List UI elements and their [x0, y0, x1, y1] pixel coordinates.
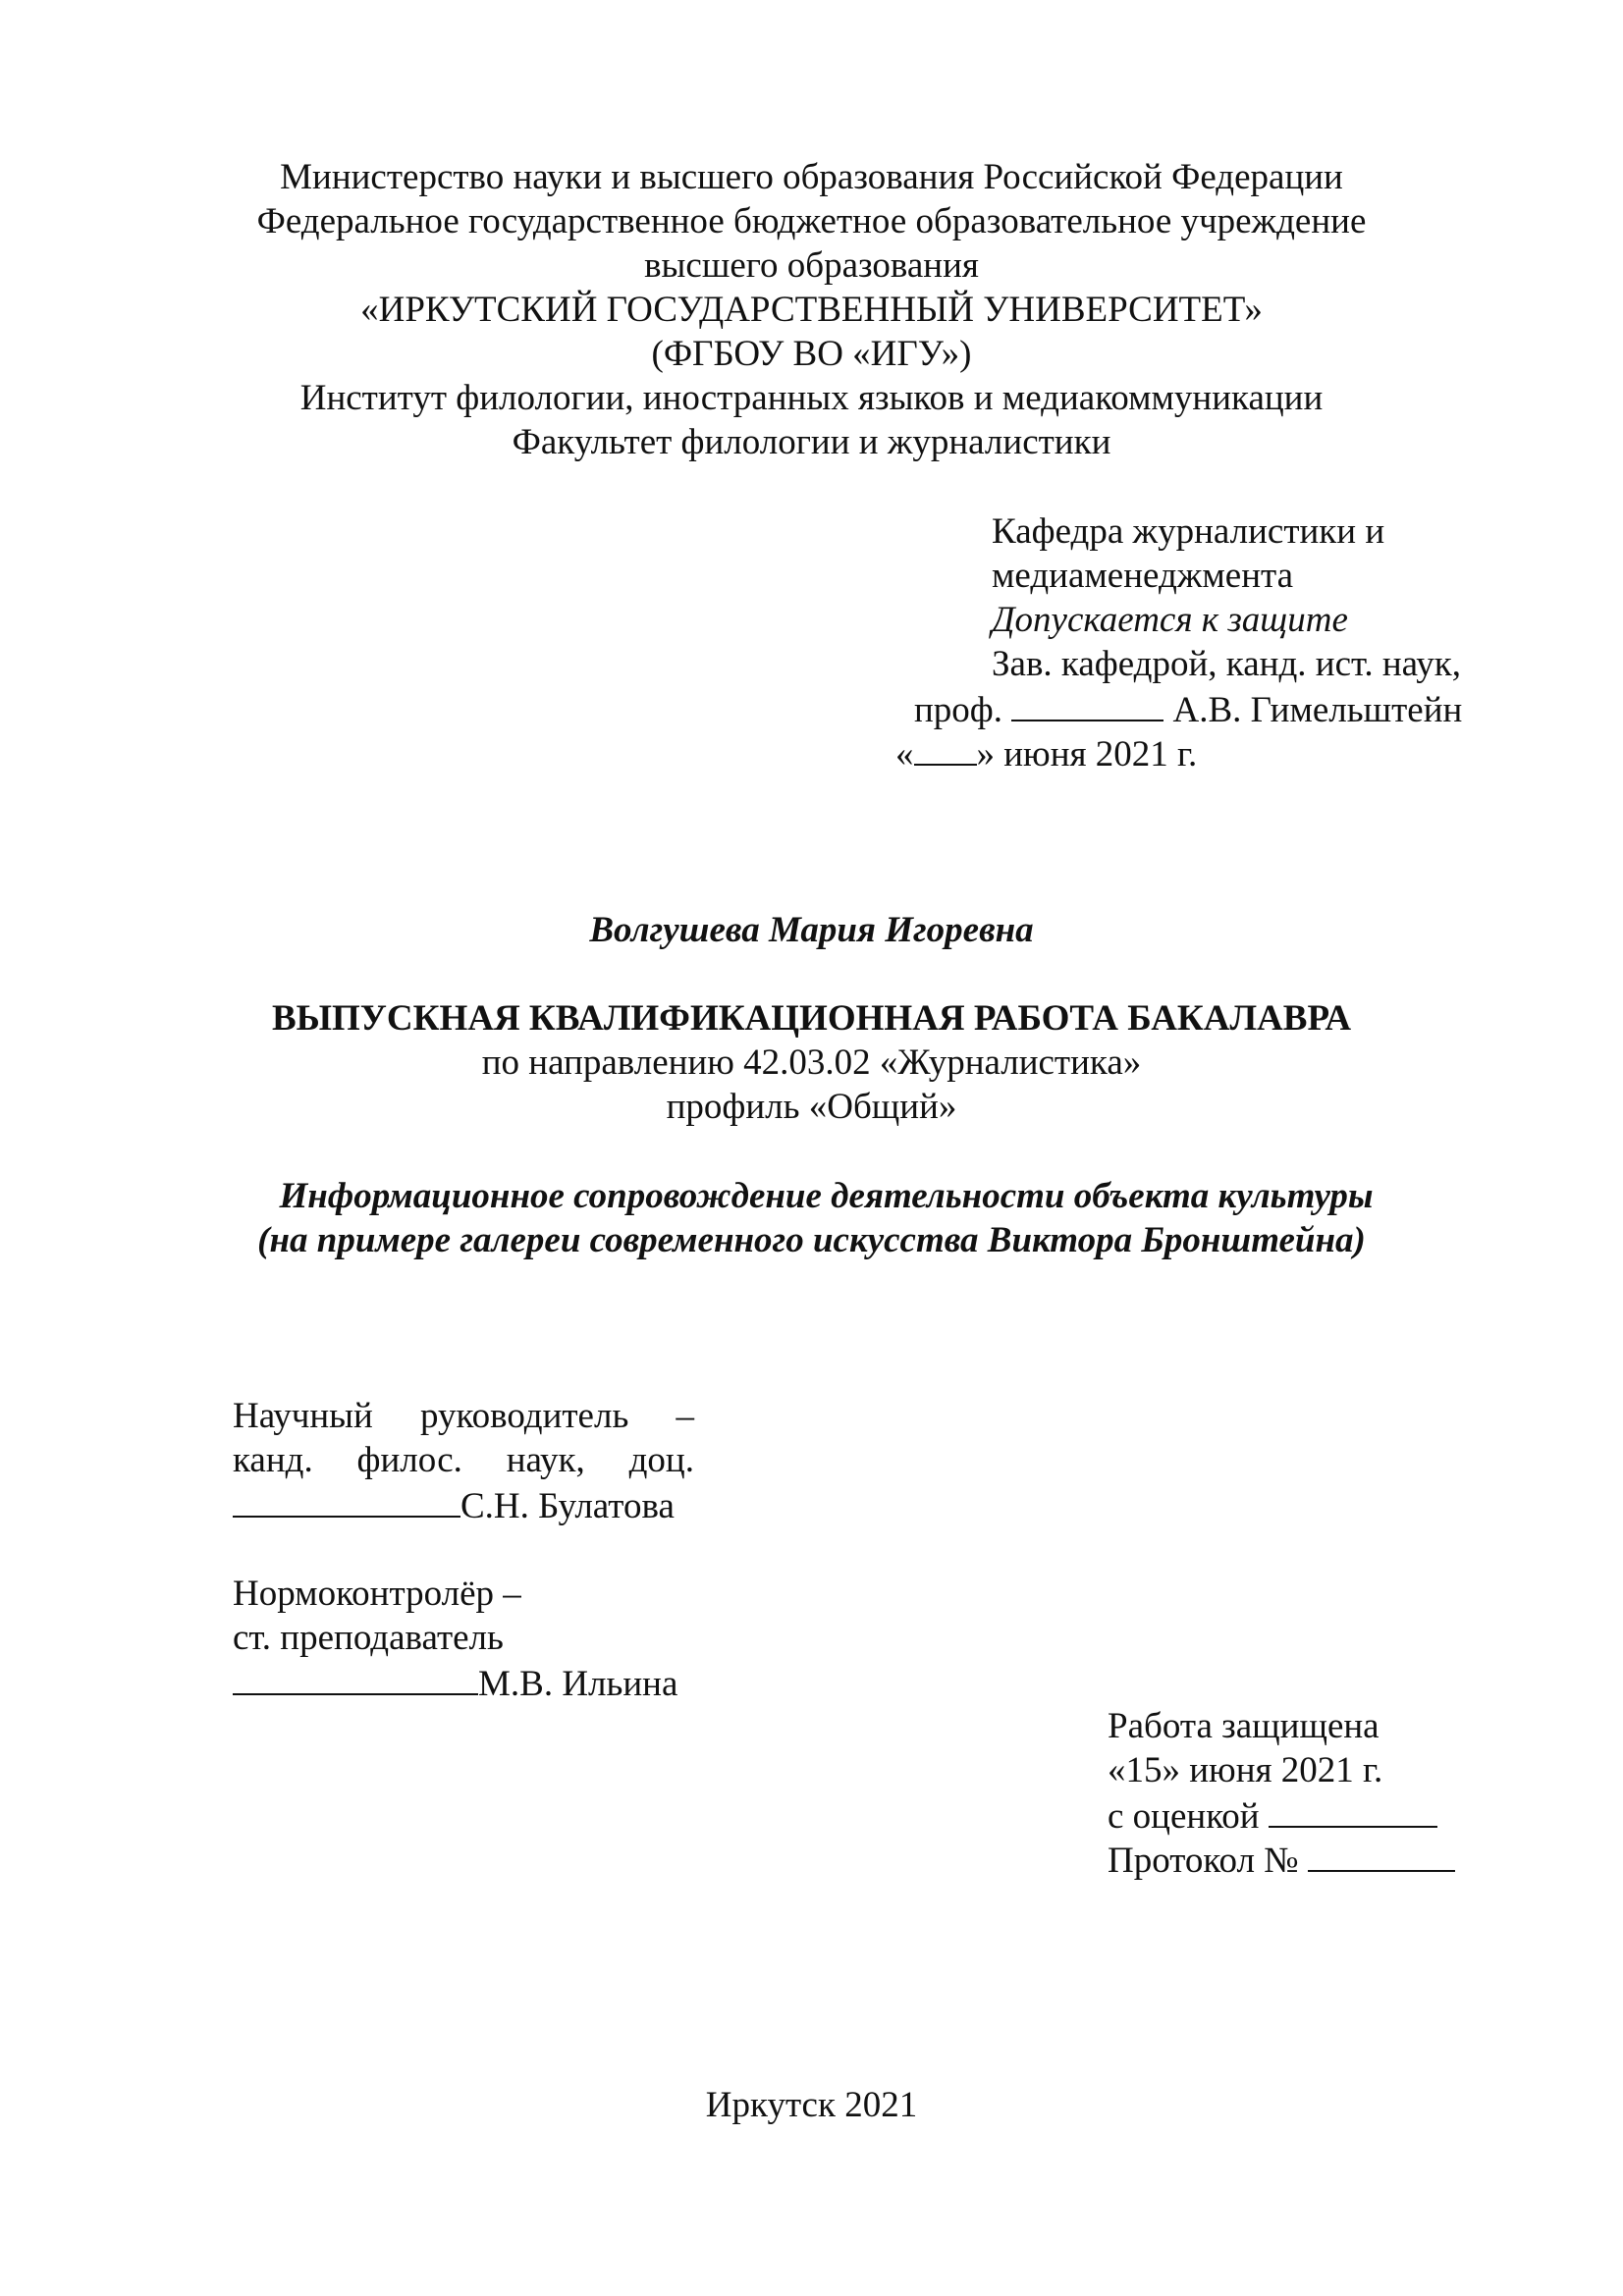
head-of-department-line: Зав. кафедрой, канд. ист. наук,	[992, 644, 1461, 684]
defense-grade-line	[1108, 1792, 1437, 1839]
education-level-line: высшего образования	[644, 245, 979, 286]
protocol-number-blank	[1308, 1837, 1455, 1872]
admitted-to-defense: Допускается к защите	[992, 600, 1348, 640]
prof-prefix: проф.	[914, 690, 1003, 730]
work-direction: по направлению 42.03.02 «Журналистика»	[481, 1042, 1142, 1083]
institute-line: Институт филологии, иностранных языков и медиакоммуникации	[299, 378, 1324, 418]
normcontroller-name: М.В. Ильина	[478, 1664, 678, 1704]
supervisor-degree-word-4: доц.	[628, 1440, 694, 1480]
supervisor-role-line	[233, 1394, 694, 1438]
author-name: Волгушева Мария Игоревна	[589, 910, 1034, 950]
date-quote-open: «	[895, 734, 914, 774]
supervisor-role-word-1: Научный	[233, 1396, 373, 1436]
date-rest: » июня 2021 г.	[976, 734, 1198, 774]
supervisor-signature-blank	[233, 1482, 460, 1518]
supervisor-degree-line	[233, 1438, 694, 1482]
work-type: ВЫПУСКНАЯ КВАЛИФИКАЦИОННАЯ РАБОТА БАКАЛАВРА	[271, 998, 1352, 1039]
department-line-1: Кафедра журналистики и	[992, 511, 1385, 552]
work-title-line-1: Информационное сопровождение деятельности объекта культуры	[279, 1176, 1374, 1216]
supervisor-signature-line	[233, 1482, 675, 1528]
institution-type-line: Федеральное государственное бюджетное образовательное учреждение	[256, 201, 1367, 241]
approval-day-blank	[914, 730, 977, 766]
supervisor-degree-word-1: канд.	[233, 1440, 313, 1480]
head-signature-blank	[1011, 686, 1163, 721]
approval-date-line	[895, 730, 1197, 776]
supervisor-degree-word-2: филос.	[356, 1440, 462, 1480]
normcontroller-role: Нормоконтролёр –	[233, 1574, 521, 1614]
grade-label: с оценкой	[1108, 1796, 1260, 1837]
supervisor-role-word-2: руководитель	[420, 1396, 629, 1436]
supervisor-degree-word-3: наук,	[506, 1440, 585, 1480]
normcontroller-signature-blank	[233, 1660, 478, 1695]
university-abbreviation: (ФГБОУ ВО «ИГУ»)	[651, 334, 972, 374]
protocol-label: Протокол №	[1108, 1841, 1299, 1881]
work-title-line-2: (на примере галереи современного искусства Виктора Бронштейна)	[257, 1220, 1366, 1260]
head-name: А.В. Гимельштейн	[1172, 690, 1463, 730]
grade-blank	[1269, 1792, 1437, 1828]
work-profile: профиль «Общий»	[666, 1087, 957, 1127]
department-line-2: медиаменеджмента	[992, 556, 1294, 596]
defense-status: Работа защищена	[1108, 1706, 1380, 1746]
faculty-line: Факультет филологии и журналистики	[512, 422, 1111, 462]
city-year: Иркутск 2021	[705, 2085, 918, 2125]
normcontroller-signature-line	[233, 1660, 677, 1706]
university-name: «ИРКУТСКИЙ ГОСУДАРСТВЕННЫЙ УНИВЕРСИТЕТ»	[360, 290, 1263, 330]
normcontroller-position: ст. преподаватель	[233, 1618, 504, 1658]
defense-date: «15» июня 2021 г.	[1108, 1750, 1383, 1790]
defense-protocol-line	[1108, 1837, 1455, 1883]
supervisor-dash: –	[676, 1396, 694, 1436]
ministry-line: Министерство науки и высшего образования Российской Федерации	[280, 157, 1343, 197]
head-signature-line	[914, 686, 1462, 732]
supervisor-name: С.Н. Булатова	[460, 1486, 675, 1526]
